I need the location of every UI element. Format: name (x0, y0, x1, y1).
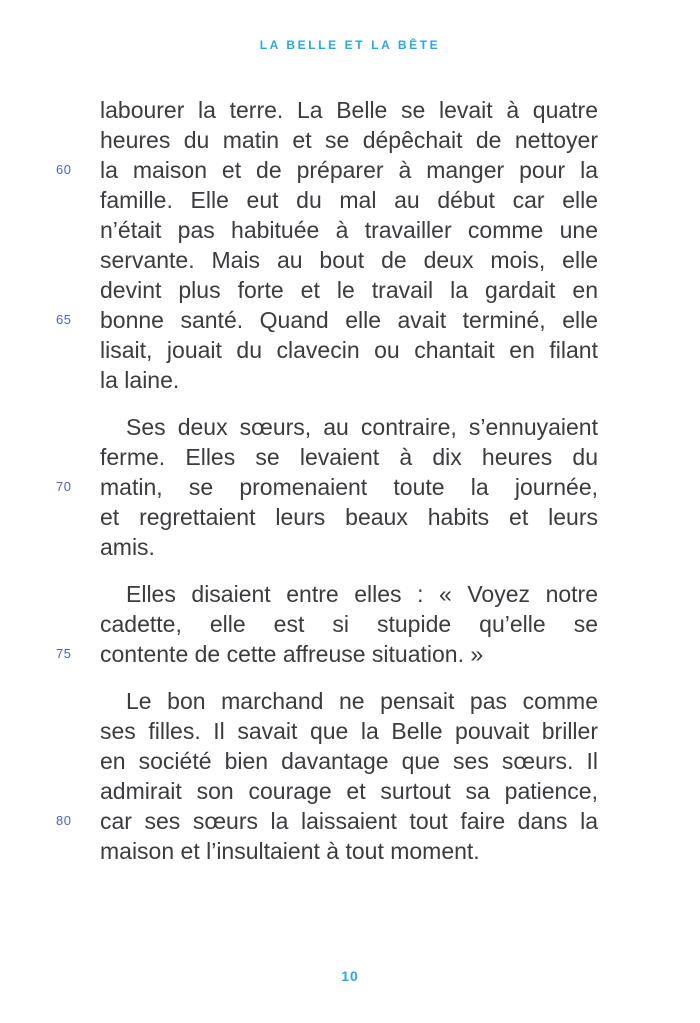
line-number: 60 (56, 162, 72, 177)
text-line (100, 836, 598, 866)
text-line (56, 806, 598, 836)
running-header: LA BELLE ET LA BÊTE (259, 38, 441, 52)
text-line (56, 472, 598, 502)
text-line (100, 609, 598, 639)
text-line (100, 442, 598, 472)
paragraph (56, 95, 598, 395)
line-number: 75 (56, 646, 72, 661)
line-number: 65 (56, 312, 72, 327)
line-text: la maison et de préparer à manger pour la (100, 157, 598, 183)
line-text: cadette, elle est si stupide qu’elle se (100, 611, 598, 637)
line-text: maison et l’insultaient à tout moment. (100, 838, 480, 864)
text-line (100, 532, 598, 562)
line-text: lisait, jouait du clavecin ou chantait en filant (100, 337, 598, 363)
line-number: 70 (56, 479, 72, 494)
line-text: admirait son courage et surtout sa patience, (100, 778, 598, 804)
line-text: matin, se promenaient toute la journée, (100, 474, 598, 500)
line-text: famille. Elle eut du mal au début car elle (100, 187, 598, 213)
line-text: contente de cette affreuse situation. » (100, 641, 484, 667)
paragraph (56, 412, 598, 562)
text-line (56, 305, 598, 335)
line-text: ferme. Elles se levaient à dix heures du (100, 444, 598, 470)
paragraph (56, 579, 598, 669)
line-text: Le bon marchand ne pensait pas comme (126, 688, 598, 714)
line-text: n’était pas habituée à travailler comme une (100, 217, 598, 243)
line-text: Ses deux sœurs, au contraire, s’ennuyaient (126, 414, 598, 440)
line-text: servante. Mais au bout de deux mois, elle (100, 247, 598, 273)
line-text: en société bien davantage que ses sœurs. Il (100, 748, 598, 774)
text-line (100, 686, 598, 716)
text-line (100, 185, 598, 215)
text-line (100, 776, 598, 806)
text-column (56, 95, 598, 866)
line-text: devint plus forte et le travail la gardait en (100, 277, 598, 303)
text-line (56, 155, 598, 185)
text-line (100, 125, 598, 155)
text-line (100, 335, 598, 365)
text-line (100, 275, 598, 305)
text-line (100, 215, 598, 245)
text-line (100, 245, 598, 275)
line-text: car ses sœurs la laissaient tout faire dans la (100, 808, 598, 834)
text-line (100, 746, 598, 776)
paragraph (56, 686, 598, 866)
line-text: Elles disaient entre elles : « Voyez notre (126, 581, 598, 607)
text-line (100, 502, 598, 532)
line-text: ses filles. Il savait que la Belle pouvait briller (100, 718, 598, 744)
text-line (100, 716, 598, 746)
line-text: et regrettaient leurs beaux habits et leurs (100, 504, 598, 530)
line-text: amis. (100, 534, 155, 560)
line-text: heures du matin et se dépêchait de nettoyer (100, 127, 598, 153)
line-number: 80 (56, 813, 72, 828)
text-line (100, 95, 598, 125)
text-line (100, 412, 598, 442)
line-text: bonne santé. Quand elle avait terminé, elle (100, 307, 598, 333)
page-number: 10 (341, 968, 359, 984)
text-line (100, 365, 598, 395)
line-text: la laine. (100, 367, 180, 393)
text-line (56, 639, 598, 669)
text-line (100, 579, 598, 609)
line-text: labourer la terre. La Belle se levait à quatre (100, 97, 598, 123)
